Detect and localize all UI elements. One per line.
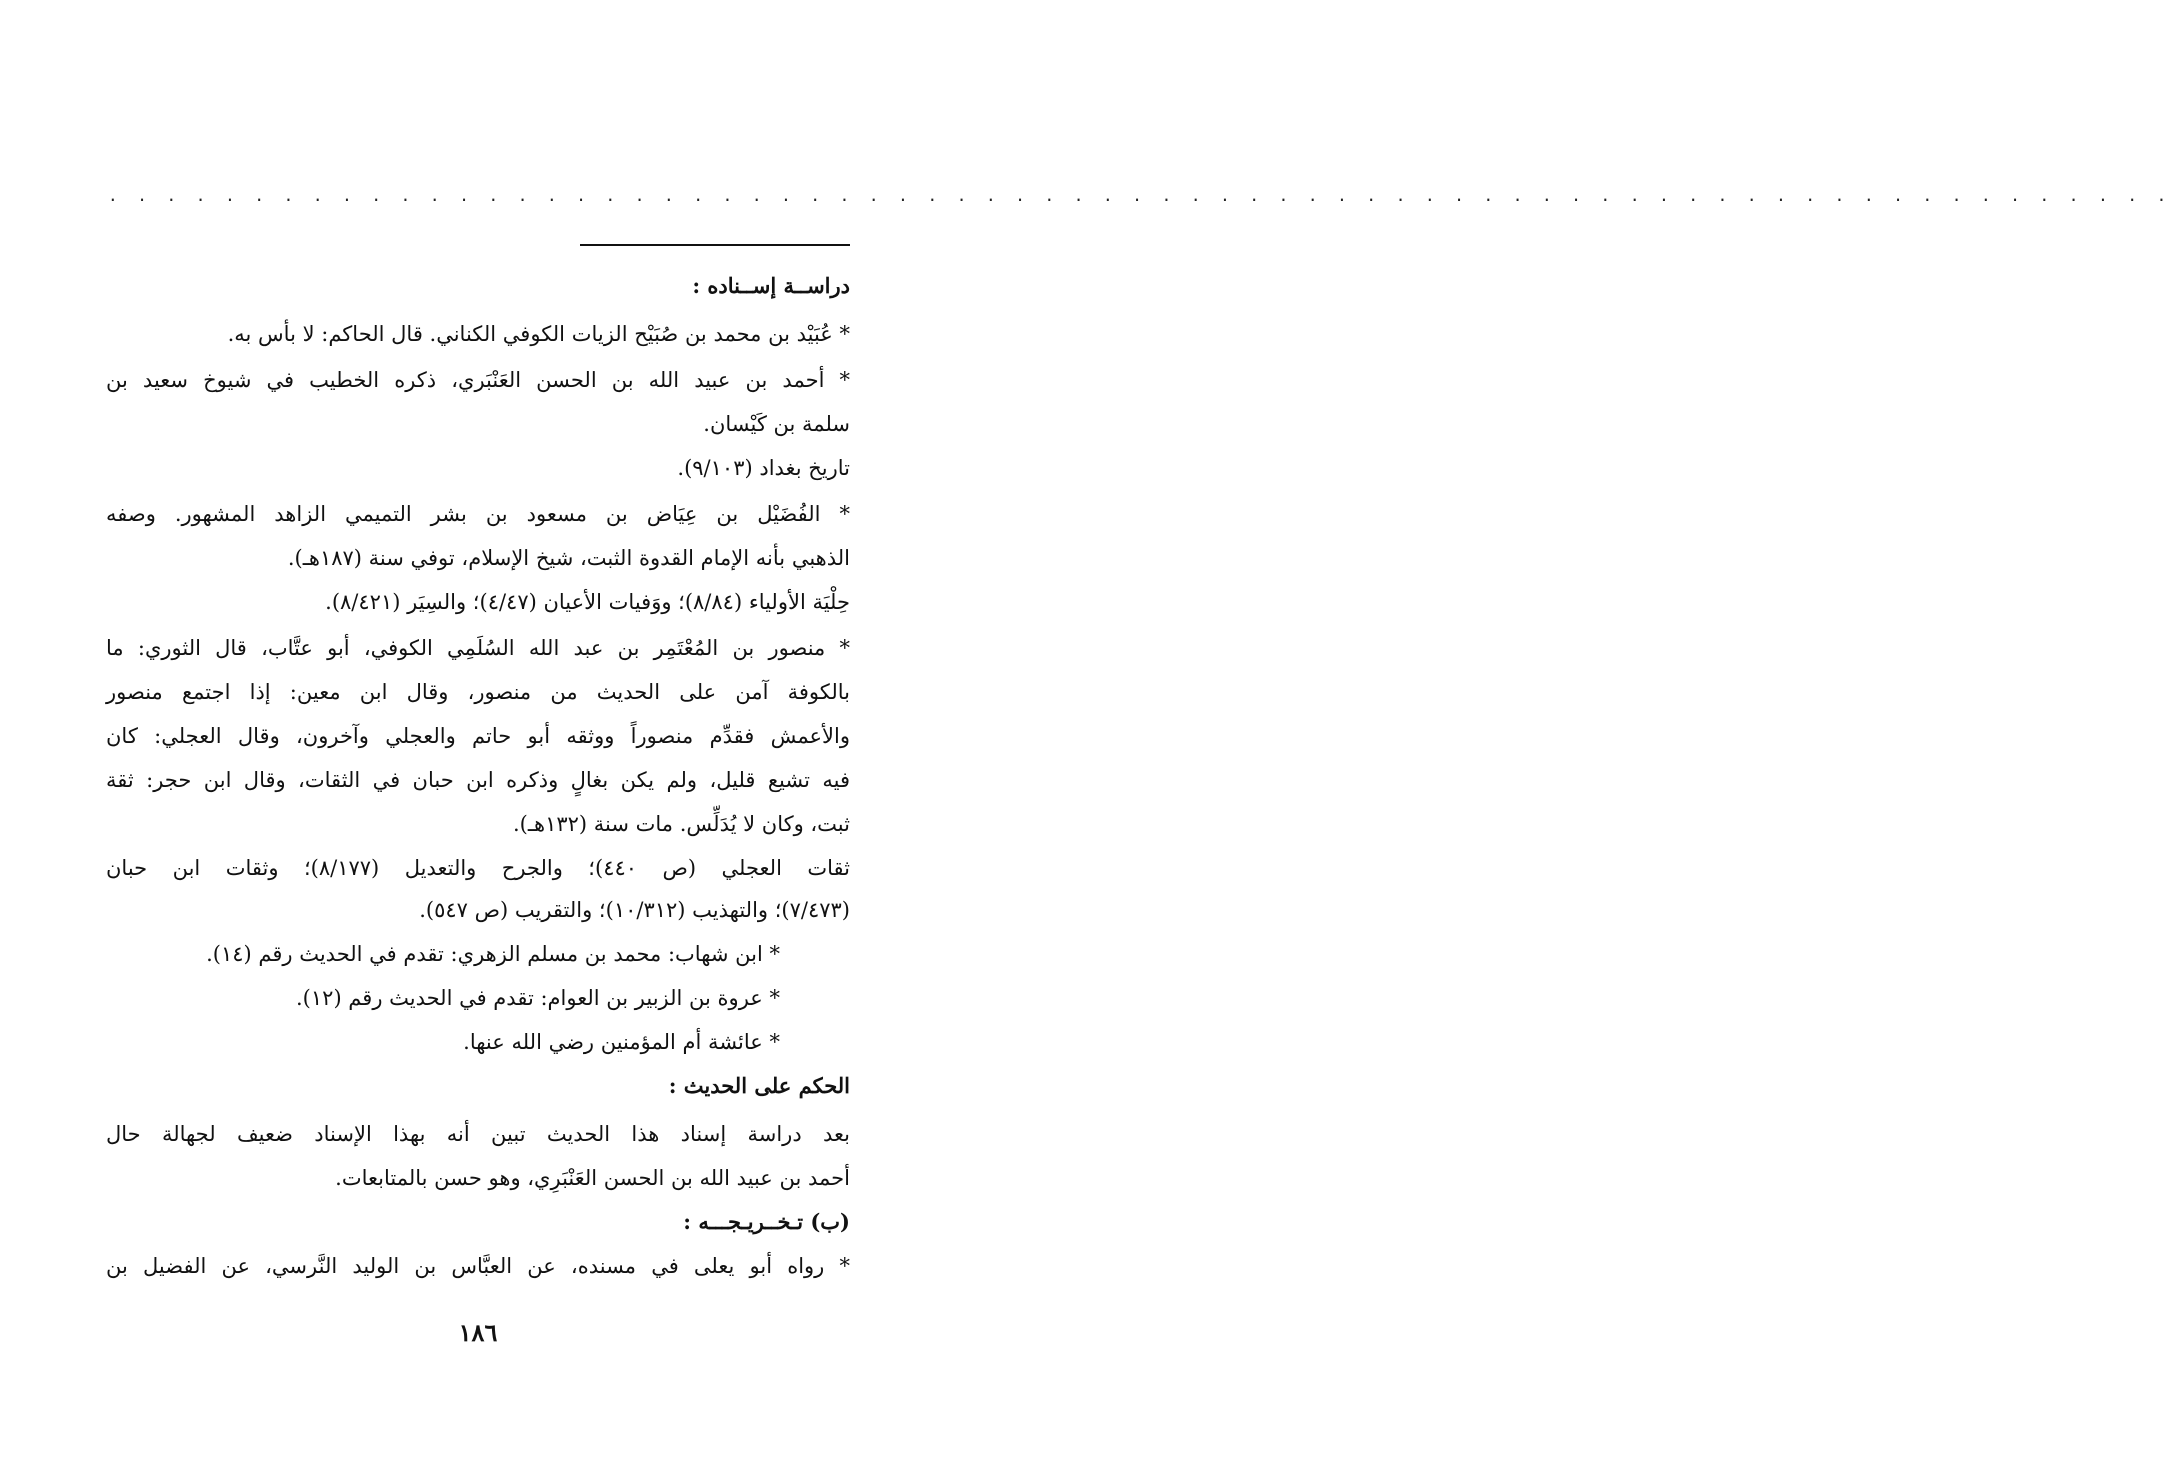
reference-line: (٧/٤٧٣)؛ والتهذيب (١٠/٣١٢)؛ والتقريب (ص ٥٤٧). bbox=[419, 898, 850, 922]
reference-line: ثقات العجلي (ص ٤٤٠)؛ والجرح والتعديل (٨/١٧٧)؛ وثقات ابن حبان bbox=[106, 856, 851, 880]
text-line: * عروة بن الزبير بن العوام: تقدم في الحديث رقم (١٢). bbox=[296, 986, 780, 1010]
text-line: * ابن شهاب: محمد بن مسلم الزهري: تقدم في الحديث رقم (١٤). bbox=[206, 942, 780, 966]
reference-line: حِلْيَة الأولياء (٨/٨٤)؛ ووَفيات الأعيان (٤/٤٧)؛ والسِيَر (٨/٤٢١). bbox=[325, 590, 850, 614]
text-line: بعد دراسة إسناد هذا الحديث تبين أنه بهذا الإسناد ضعيف لجهالة حال bbox=[106, 1122, 850, 1146]
text-line: * رواه أبو يعلى في مسنده، عن العبَّاس بن الوليد النَّرسي، عن الفضيل بن bbox=[106, 1254, 850, 1278]
section-heading-takhrij: (ب) تـخــريـجـــه : bbox=[683, 1209, 850, 1234]
text-line: ثبت، وكان لا يُدَلِّس. مات سنة (١٣٢هـ). bbox=[512, 812, 850, 836]
text-line: * عُبَيْد بن محمد بن صُبَيْح الزيات الكوفي الكناني. قال الحاكم: لا بأس به. bbox=[227, 322, 850, 346]
heading-rule bbox=[580, 244, 850, 246]
text-line: الذهبي بأنه الإمام القدوة الثبت، شيخ الإسلام، توفي سنة (١٨٧هـ). bbox=[287, 546, 850, 570]
text-line: * الفُضَيْل بن عِيَاض بن مسعود بن بشر التميمي الزاهد المشهور. وصفه bbox=[106, 502, 850, 526]
text-line: فيه تشيع قليل، ولم يكن بغالٍ وذكره ابن حبان في الثقات، وقال ابن حجر: ثقة bbox=[106, 768, 850, 792]
section-heading-isnad-study: دراســة إســناده : bbox=[692, 273, 850, 298]
reference-line: تاريخ بغداد (٩/١٠٣). bbox=[677, 456, 850, 480]
footnote-separator-dots: . . . . . . . . . . . . . . . . . . . . . . . . . . . . . . . . . . . . . . . . . . . . . . . . . . . . . . . . . . . . . . . . . . . . . . . bbox=[108, 186, 2171, 205]
text-line: * منصور بن المُعْتَمِر بن عبد الله السُلَمِي الكوفي، أبو عتَّاب، قال الثوري: ما bbox=[106, 636, 850, 660]
text-line: بالكوفة آمن على الحديث من منصور، وقال ابن معين: إذا اجتمع منصور bbox=[106, 680, 850, 704]
section-heading-ruling: الحكم على الحديث : bbox=[668, 1073, 850, 1098]
text-line: أحمد بن عبيد الله بن الحسن العَنْبَرِي، وهو حسن بالمتابعات. bbox=[335, 1166, 850, 1190]
text-line: والأعمش فقدِّم منصوراً ووثقه أبو حاتم والعجلي وآخرون، وقال العجلي: كان bbox=[106, 724, 850, 748]
text-line: * عائشة أم المؤمنين رضي الله عنها. bbox=[463, 1030, 780, 1054]
text-line: سلمة بن كَيْسان. bbox=[703, 412, 850, 436]
text-line: * أحمد بن عبيد الله بن الحسن العَنْبَري، ذكره الخطيب في شيوخ سعيد بن bbox=[106, 368, 850, 392]
page-number: ١٨٦ bbox=[458, 1318, 498, 1347]
